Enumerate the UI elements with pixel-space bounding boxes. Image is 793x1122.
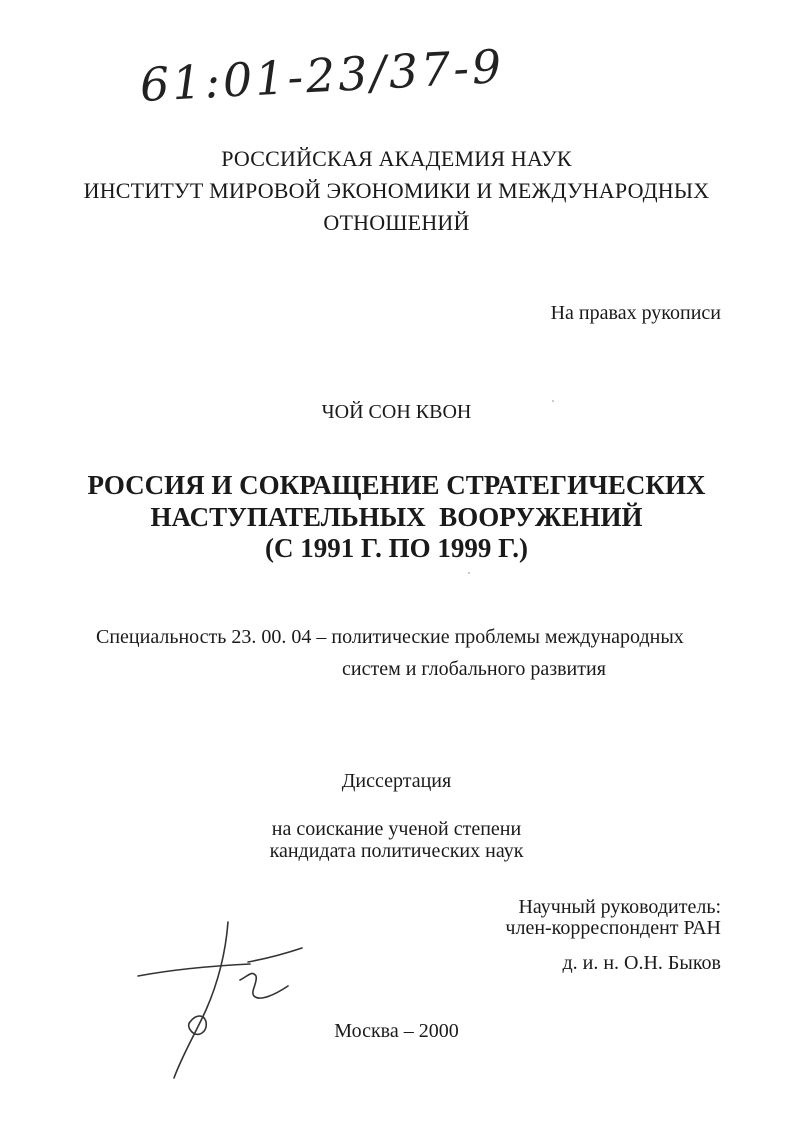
institution-line-1: РОССИЙСКАЯ АКАДЕМИЯ НАУК <box>221 146 572 171</box>
supervisor-line-3: д. и. н. О.Н. Быков <box>562 952 721 974</box>
degree-line-2: кандидата политических наук <box>269 840 524 862</box>
doc-type: Диссертация <box>341 770 452 792</box>
title-line-2: НАСТУПАТЕЛЬНЫХ ВООРУЖЕНИЙ <box>150 502 643 532</box>
author-name: ЧОЙ СОН КВОН <box>321 401 472 423</box>
rights-note: На правах рукописи <box>550 302 721 324</box>
handwritten-signature <box>130 918 320 1088</box>
handwritten-archive-number: 61:01-23/37-9 <box>138 38 506 112</box>
institution-line-3: ОТНОШЕНИЙ <box>323 210 470 235</box>
scan-speck <box>552 400 554 402</box>
title-line-1: РОССИЯ И СОКРАЩЕНИЕ СТРАТЕГИЧЕСКИХ <box>87 470 706 500</box>
degree-line-1: на соискание ученой степени <box>271 818 522 840</box>
specialty-line-1: Специальность 23. 00. 04 – политические проблемы международных <box>96 626 684 648</box>
specialty-line-2: систем и глобального развития <box>342 658 606 680</box>
title-line-3: (С 1991 Г. ПО 1999 Г.) <box>265 533 528 563</box>
institution-line-2: ИНСТИТУТ МИРОВОЙ ЭКОНОМИКИ И МЕЖДУНАРОДНЫХ <box>83 178 710 203</box>
supervisor-line-2: член-корреспондент РАН <box>505 917 721 939</box>
scan-speck <box>468 572 470 574</box>
place-year: Москва – 2000 <box>334 1020 459 1042</box>
supervisor-line-1: Научный руководитель: <box>518 896 721 918</box>
